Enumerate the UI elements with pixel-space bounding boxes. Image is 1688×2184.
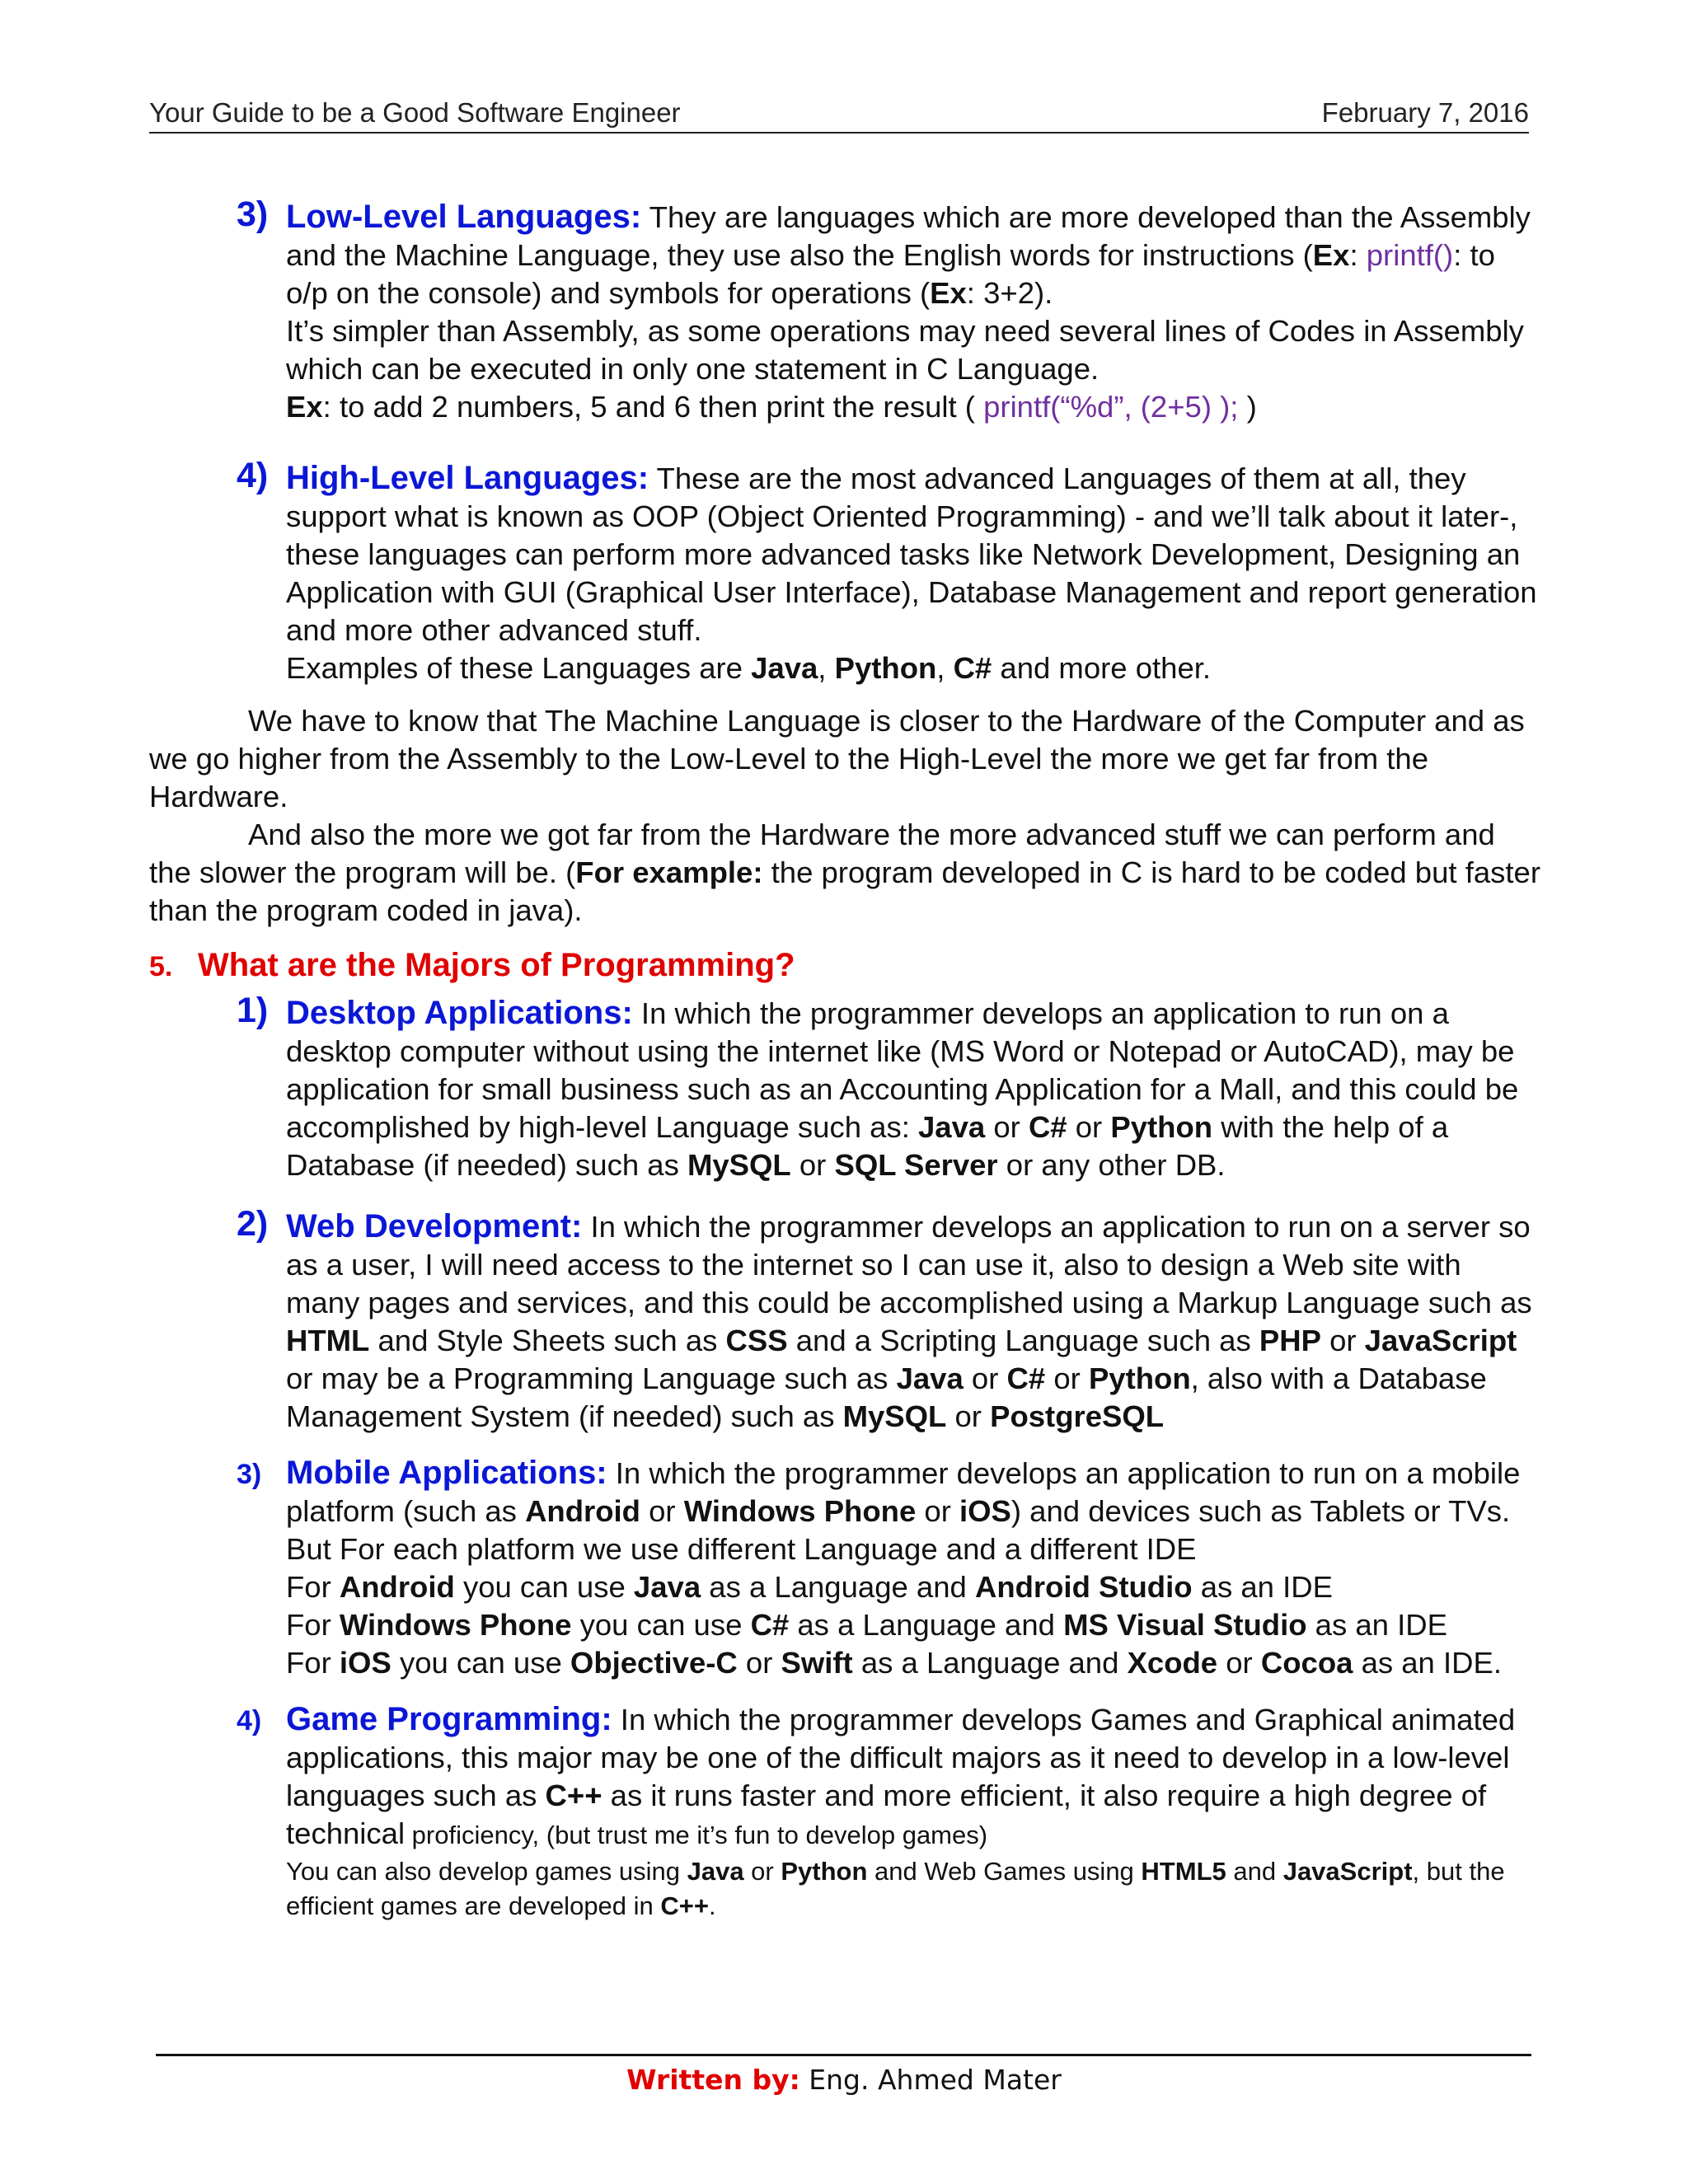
bold-text: Xcode (1127, 1646, 1218, 1680)
bold-text: Python (834, 651, 937, 685)
high-level-examples (286, 649, 1542, 687)
bold-text: MS Visual Studio (1063, 1608, 1307, 1642)
header-date: February 7, 2016 (1321, 97, 1529, 128)
item-number: 2) (237, 1204, 269, 1244)
text: or (1067, 1110, 1111, 1144)
item-number: 4) (237, 456, 269, 495)
text: you can use (391, 1646, 570, 1680)
speed-paragraph (149, 816, 1542, 930)
hardware-paragraph: We have to know that The Machine Language is closer to the Hardware of the Computer and as we go higher from the Assembly to the Low-Level to the High-Level the more we get far from the Hardware. (149, 704, 1525, 813)
text: ) and devices such as Tablets or TVs. (1010, 1494, 1511, 1528)
bold-text: iOS (959, 1494, 1011, 1528)
text: and Style Sheets such as (369, 1324, 726, 1357)
bold-text: SQL Server (834, 1148, 998, 1182)
bold-text: HTML (286, 1324, 370, 1357)
text: , (818, 651, 835, 685)
text: or any other DB. (997, 1148, 1226, 1182)
text: or (1217, 1646, 1261, 1680)
bold-text: CSS (725, 1324, 788, 1357)
bold-text: C++ (545, 1779, 603, 1812)
text: In which the programmer develops Games and Graphical animated applications, this major may be one of the difficult majors as it need to develop in a low-level languages such as (286, 1703, 1516, 1812)
section-number: 5. (149, 951, 173, 982)
text: ) (1238, 390, 1257, 424)
text: the program developed in C is hard to be coded but faster than the program coded in java). (149, 855, 1540, 927)
page-header (149, 97, 1529, 134)
bold-text: Ex (286, 390, 323, 424)
text: or (1045, 1361, 1089, 1395)
item-number: 1) (237, 991, 269, 1030)
text: or (1320, 1324, 1365, 1357)
bold-text: PHP (1259, 1324, 1321, 1357)
text: you can use (571, 1608, 751, 1642)
bold-text: Objective-C (570, 1646, 738, 1680)
page-footer (0, 2062, 1688, 2098)
bold-text: For example: (575, 855, 763, 889)
mobile-windows-line (286, 1606, 1542, 1644)
mobile-paragraph (286, 1454, 1542, 1530)
web-paragraph (286, 1207, 1542, 1436)
bold-text: Windows Phone (339, 1608, 572, 1642)
text: as a Language and (701, 1570, 975, 1604)
text: and a Scripting Language such as (787, 1324, 1259, 1357)
text: or (640, 1494, 684, 1528)
text: with the help of a Database (if needed) such as (286, 1110, 1449, 1182)
list-item-game (149, 1700, 1542, 1924)
list-item-mobile (149, 1454, 1542, 1682)
text: or (737, 1646, 781, 1680)
text: as an IDE (1192, 1570, 1333, 1604)
section-heading (149, 944, 1542, 987)
text: as an IDE (1306, 1608, 1447, 1642)
text: technical (286, 1816, 406, 1850)
footer-label: Written by: (626, 2064, 800, 2096)
bold-text: C# (750, 1608, 790, 1642)
item-title: Game Programming: (286, 1701, 612, 1737)
bold-text: Python (1088, 1361, 1191, 1395)
text: you can use (454, 1570, 634, 1604)
bold-text: MySQL (842, 1399, 947, 1433)
text: or (743, 1857, 781, 1886)
list-item-low-level (149, 194, 1542, 426)
item-number: 3) (237, 194, 269, 234)
bold-text: Python (1110, 1110, 1213, 1144)
text: And also the more we got far from the Hardware the more advanced stuff we can perform and the slower the program will be. ( (149, 818, 1495, 889)
game-alternatives (286, 1854, 1542, 1924)
text: In which the programmer develops an application to run on a server so as a user, I will need access to the internet so I can use it, also to design a Web site with many pages and services, and this could be accomplished using a Markup Language such as (286, 1210, 1532, 1319)
text: For (286, 1570, 340, 1604)
bold-text: HTML5 (1141, 1857, 1226, 1886)
item-title: Mobile Applications: (286, 1455, 607, 1491)
bold-text: Swift (781, 1646, 853, 1680)
game-paragraph (286, 1700, 1542, 1854)
bold-text: Android (525, 1494, 640, 1528)
bold-text: Cocoa (1260, 1646, 1353, 1680)
text: or may be a Programming Language such as (286, 1361, 897, 1395)
bold-text: C++ (660, 1891, 709, 1920)
text: proficiency, (but trust me it’s fun to develop games) (405, 1821, 988, 1849)
text: , also with a Database Management System (if needed) such as (286, 1361, 1487, 1433)
text: : 3+2). (966, 276, 1053, 310)
item-title: Low-Level Languages: (286, 199, 642, 235)
bold-text: Java (896, 1361, 964, 1395)
section-title: What are the Majors of Programming? (198, 947, 795, 983)
text: For (286, 1608, 340, 1642)
high-level-paragraph (286, 459, 1542, 649)
text: You can also develop games using (286, 1857, 687, 1886)
footer-author: Eng. Ahmed Mater (799, 2064, 1062, 2096)
text: , (936, 651, 954, 685)
mobile-android-line (286, 1568, 1542, 1606)
text: : to o/p on the console) and symbols for operations ( (286, 238, 1495, 310)
desktop-paragraph (286, 994, 1542, 1184)
bold-text: Java (917, 1110, 986, 1144)
text: as a Language and (789, 1608, 1064, 1642)
bold-text: Android (339, 1570, 455, 1604)
text: and Web Games using (867, 1857, 1142, 1886)
list-item-desktop (149, 991, 1542, 1184)
text: They are languages which are more developed than the Assembly and the Machine Language, they use also the English words for instructions ( (286, 200, 1531, 272)
bold-text: Android Studio (974, 1570, 1193, 1604)
document-body (149, 194, 1542, 1924)
bold-text: Java (687, 1857, 744, 1886)
code-snippet: printf(“%d”, (2+5) ); (983, 390, 1239, 424)
bold-text: Java (633, 1570, 701, 1604)
item-title: High-Level Languages: (286, 460, 649, 496)
bold-text: Java (751, 651, 818, 685)
bold-text: Windows Phone (683, 1494, 917, 1528)
bold-text: JavaScript (1282, 1857, 1413, 1886)
bold-text: Ex (1312, 238, 1350, 272)
mobile-ios-line (286, 1644, 1542, 1682)
text: For (286, 1646, 340, 1680)
low-level-example (286, 388, 1542, 426)
bold-text: Python (781, 1857, 868, 1886)
bold-text: C# (953, 651, 992, 685)
bold-text: Ex (930, 276, 967, 310)
list-item-high-level (149, 456, 1542, 687)
text: or (963, 1361, 1007, 1395)
text: as a Language and (852, 1646, 1128, 1680)
item-title: Desktop Applications: (286, 995, 633, 1031)
header-title: Your Guide to be a Good Software Engineer (149, 97, 681, 128)
low-level-paragraph (286, 198, 1542, 312)
text: , but the efficient games are developed in (286, 1857, 1505, 1920)
footer-divider (156, 2054, 1531, 2056)
bold-text: C# (1006, 1361, 1046, 1395)
text: In which the programmer develops an application to run on a mobile platform (such as (286, 1456, 1521, 1528)
bold-text: iOS (339, 1646, 392, 1680)
text: as it runs faster and more efficient, it also require a high degree of (602, 1779, 1487, 1812)
bold-text: C# (1028, 1110, 1067, 1144)
text: : to add 2 numbers, 5 and 6 then print the result ( (322, 390, 984, 424)
bold-text: JavaScript (1364, 1324, 1517, 1357)
bold-text: MySQL (687, 1148, 791, 1182)
text: and more other. (992, 651, 1212, 685)
code-snippet: printf() (1366, 238, 1454, 272)
bold-text: PostgreSQL (990, 1399, 1165, 1433)
text: In which the programmer develops an application to run on a desktop computer without using the internet like (MS Word or Notepad or AutoCAD), may be application for small business such as an Accounting Application for a Mall, and this could be accomplished by high-level Language such as: (286, 996, 1519, 1144)
text: or (790, 1148, 835, 1182)
mobile-ide-intro: But For each platform we use different Language and a different IDE (286, 1532, 1197, 1566)
text: : (1349, 238, 1367, 272)
text: . (709, 1891, 716, 1920)
item-number: 4) (237, 1705, 262, 1736)
text: Examples of these Languages are (286, 651, 752, 685)
text: These are the most advanced Languages of them at all, they support what is known as OOP (Object Oriented Programming) - and we’ll talk about it later-, these languages can perform more advanced tasks like Network Development, Designing an Application with GUI (Graphical User Interface), Database Management and report generation and more other advanced stuff. (286, 462, 1537, 647)
text: or (946, 1399, 991, 1433)
list-item-web (149, 1204, 1542, 1436)
text: or (985, 1110, 1029, 1144)
low-level-paragraph-2: It’s simpler than Assembly, as some operations may need several lines of Codes in Assembly which can be executed in only one statement in C Language. (286, 314, 1524, 386)
text: or (916, 1494, 959, 1528)
item-number: 3) (237, 1459, 262, 1490)
text: and (1226, 1857, 1283, 1886)
item-title: Web Development: (286, 1208, 583, 1244)
text: as an IDE. (1353, 1646, 1502, 1680)
